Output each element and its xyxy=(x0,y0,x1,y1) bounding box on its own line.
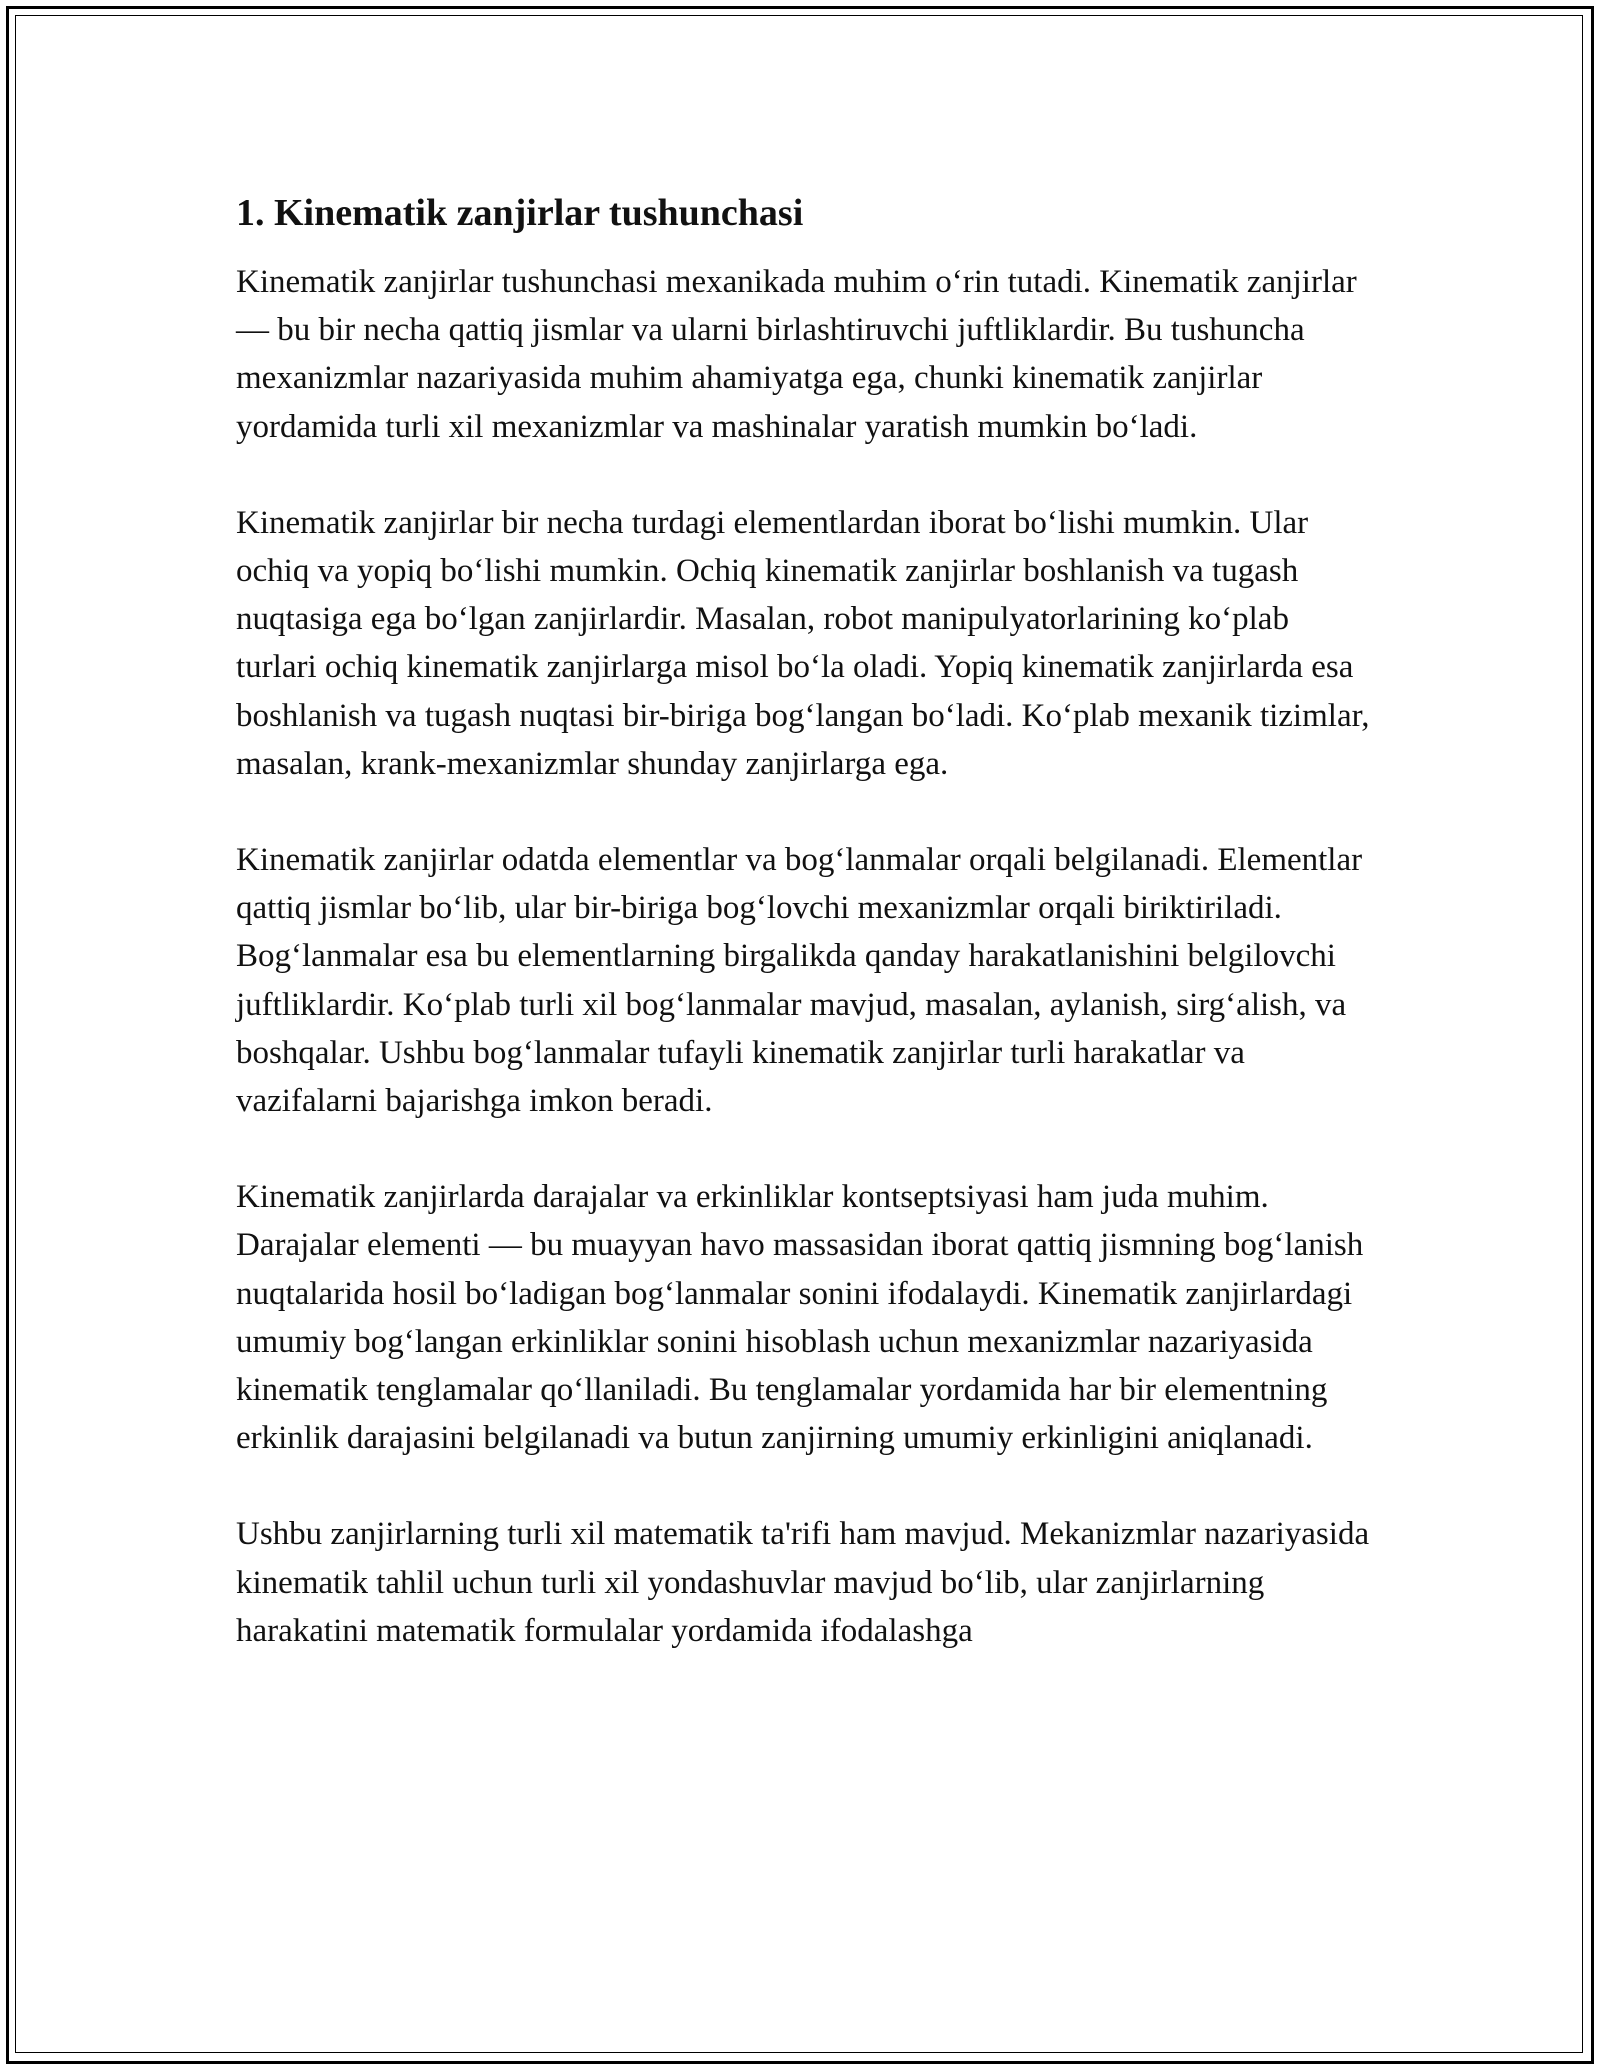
paragraph-2: Kinematik zanjirlar bir necha turdagi elementlardan iborat bo‘lishi mumkin. Ular ochiq va yopiq bo‘lishi mumkin. Ochiq kinematik zanjirlar boshlanish va tugash nuqtasiga ega bo‘lgan zanjirlardir. Masalan, robot manipulyatorlarining ko‘plab turlari ochiq kinematik zanjirlarga misol bo‘la oladi. Yopiq kinematik zanjirlarda esa boshlanish va tugash nuqtasi bir-biriga bog‘langan bo‘ladi. Ko‘plab mexanik tizimlar, masalan, krank-mexanizmlar shunday zanjirlarga ega. xyxy=(236,504,1370,782)
section-heading: 1. Kinematik zanjirlar tushunchasi xyxy=(236,192,804,234)
paragraph-4: Kinematik zanjirlarda darajalar va erkinliklar kontseptsiyasi ham juda muhim. Darajalar elementi — bu muayyan havo massasidan iborat qattiq jismning bog‘lanish nuqtalarida hosil bo‘ladigan bog‘lanmalar sonini ifodalaydi. Kinematik zanjirlardagi umumiy bog‘langan erkinliklar sonini hisoblash uchun mexanizmlar nazariyasida kinematik tenglamalar qo‘llaniladi. Bu tenglamalar yordamida har bir elementning erkinlik darajasini belgilanadi va butun zanjirning umumiy erkinligini aniqlanadi. xyxy=(236,1179,1364,1457)
document-body xyxy=(236,186,1370,1703)
paragraph-3: Kinematik zanjirlar odatda elementlar va bog‘lanmalar orqali belgilanadi. Elementlar qattiq jismlar bo‘lib, ular bir-biriga bog‘lovchi mexanizmlar orqali biriktiriladi. Bog‘lanmalar esa bu elementlarning birgalikda qanday harakatlanishini belgilovchi juftliklardir. Ko‘plab turli xil bog‘lanmalar mavjud, masalan, aylanish, sirg‘alish, va boshqalar. Ushbu bog‘lanmalar tufayli kinematik zanjirlar turli harakatlar va vazifalarni bajarishga imkon beradi. xyxy=(236,842,1363,1120)
paragraph-5: Ushbu zanjirlarning turli xil matematik ta'rifi ham mavjud. Mekanizmlar nazariyasida kinematik tahlil uchun turli xil yondashuvlar mavjud bo‘lib, ular zanjirlarning harakatini matematik formulalar yordamida ifodalashga xyxy=(236,1516,1370,1649)
paragraph-1: Kinematik zanjirlar tushunchasi mexanikada muhim o‘rin tutadi. Kinematik zanjirlar — bu bir necha qattiq jismlar va ularni birlashtiruvchi juftliklardir. Bu tushuncha mexanizmlar nazariyasida muhim ahamiyatga ega, chunki kinematik zanjirlar yordamida turli xil mexanizmlar va mashinalar yaratish mumkin bo‘ladi. xyxy=(236,264,1357,445)
